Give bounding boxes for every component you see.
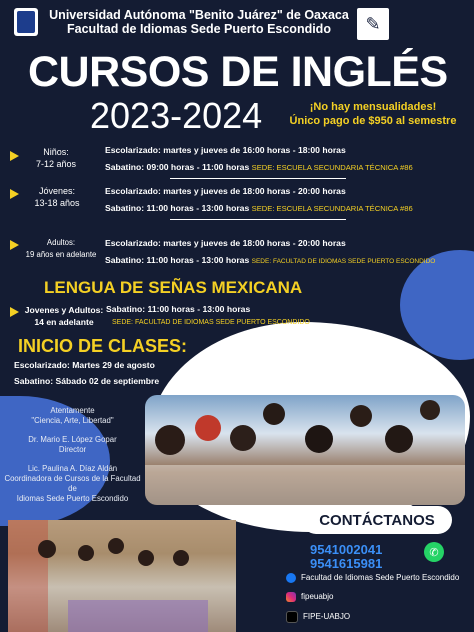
group-jovenes (26, 185, 88, 209)
facebook-icon (286, 573, 296, 583)
group-name: Jóvenes: (38, 186, 76, 196)
schedule-text: Escolarizado: martes y jueves de 18:00 horas - 20:00 horas (105, 186, 346, 196)
phones (310, 543, 382, 571)
signature-line: Atentamente (50, 406, 95, 415)
sede-text: SEDE: FACULTAD DE IDIOMAS SEDE PUERTO ESCONDIDO (251, 258, 436, 265)
phone-number[interactable]: 9541002041 (310, 542, 383, 557)
schedule-row (105, 255, 435, 267)
schedule-row (105, 162, 413, 173)
lsm-group (22, 304, 106, 328)
signature-line: "Ciencia, Arte, Libertad" (31, 416, 114, 425)
signature-line: Dr. Mario E. López Gopar (28, 435, 117, 444)
schedule-row (105, 186, 346, 197)
schedule-row (105, 145, 346, 156)
lsm-title: LENGUA DE SEÑAS MEXICANA (44, 278, 303, 297)
arrow-icon (10, 189, 19, 199)
schedule-text: Sabatino: 09:00 horas - 11:00 horas (105, 162, 250, 172)
facebook-label: Facultad de Idiomas Sede Puerto Escondido (301, 573, 460, 582)
group-ages: 13-18 años (34, 198, 80, 208)
group-ages: 7-12 años (35, 159, 77, 169)
promo-line-2: Único pago de $950 al semestre (289, 115, 457, 127)
lsm-schedule (106, 304, 250, 315)
header-text (44, 8, 354, 36)
main-year: 2023-2024 (90, 95, 263, 136)
facebook-link[interactable] (286, 573, 459, 583)
schedule-text: Sabatino: 11:00 horas - 13:00 horas (106, 304, 251, 314)
tiktok-label: FIPE-UABJO (303, 612, 351, 621)
arrow-icon (10, 307, 19, 317)
schedule-text: Sabatino: 11:00 horas - 13:00 horas (105, 255, 250, 265)
promo-text (288, 100, 458, 128)
lsm-sede: SEDE: FACULTAD DE IDIOMAS SEDE PUERTO ESCONDIDO (112, 319, 310, 326)
schedule-text: Sabatino: 11:00 horas - 13:00 horas (105, 203, 250, 213)
uabjo-logo (14, 8, 38, 36)
promo-line-1: ¡No hay mensualidades! (309, 101, 437, 113)
group-name: Adultos: (46, 238, 76, 247)
signature-line: Coordinadora de Cursos de la Facultad de (4, 474, 141, 493)
arrow-icon (10, 151, 19, 161)
group-ninos (28, 146, 84, 170)
phone-number[interactable]: 9541615981 (310, 556, 383, 571)
divider (170, 178, 346, 179)
instagram-label: fipeuabjo (301, 592, 334, 601)
group-ages: 19 años en adelante (25, 250, 97, 259)
schedule-text: Escolarizado: martes y jueves de 18:00 horas - 20:00 horas (105, 238, 346, 248)
students-photo (145, 395, 465, 505)
faculty-name: Facultad de Idiomas Sede Puerto Escondido (67, 22, 331, 36)
inicio-title: INICIO DE CLASES: (18, 336, 188, 356)
faculty-logo: ✎ (357, 8, 389, 40)
instagram-link[interactable] (286, 592, 333, 602)
sede-text: SEDE: ESCUELA SECUNDARIA TÉCNICA #86 (251, 204, 413, 213)
divider (170, 219, 346, 220)
inicio-text: Escolarizado: Martes 29 de agosto (14, 360, 155, 370)
arrow-icon (10, 240, 19, 250)
inicio-line-1 (14, 360, 155, 371)
signature-line: Director (58, 445, 87, 454)
tiktok-icon (286, 611, 298, 623)
group-adultos (20, 237, 102, 261)
main-title: CURSOS DE INGLÉS (28, 48, 448, 96)
kids-photo (8, 520, 236, 632)
instagram-icon (286, 592, 296, 602)
group-name: Jovenes y Adultos: (24, 305, 104, 315)
tiktok-link[interactable] (286, 611, 350, 623)
university-name: Universidad Autónoma "Benito Juárez" de Oaxaca (49, 8, 349, 22)
schedule-text: Escolarizado: martes y jueves de 16:00 horas - 18:00 horas (105, 145, 346, 155)
inicio-line-2 (14, 376, 159, 387)
inicio-text: Sabatino: Sábado 02 de septiembre (14, 376, 160, 386)
group-name: Niños: (43, 147, 69, 157)
contact-button[interactable]: CONTÁCTANOS (302, 506, 452, 534)
schedule-row (105, 203, 413, 214)
group-ages: 14 en adelante (34, 317, 94, 327)
schedule-row (105, 238, 346, 249)
sede-text: SEDE: ESCUELA SECUNDARIA TÉCNICA #86 (251, 163, 413, 172)
signature-line: Lic. Paulina A. Díaz Aldán (27, 464, 118, 473)
signatures (0, 406, 145, 504)
signature-line: Idiomas Sede Puerto Escondido (16, 494, 129, 503)
whatsapp-icon[interactable]: ✆ (424, 542, 444, 562)
